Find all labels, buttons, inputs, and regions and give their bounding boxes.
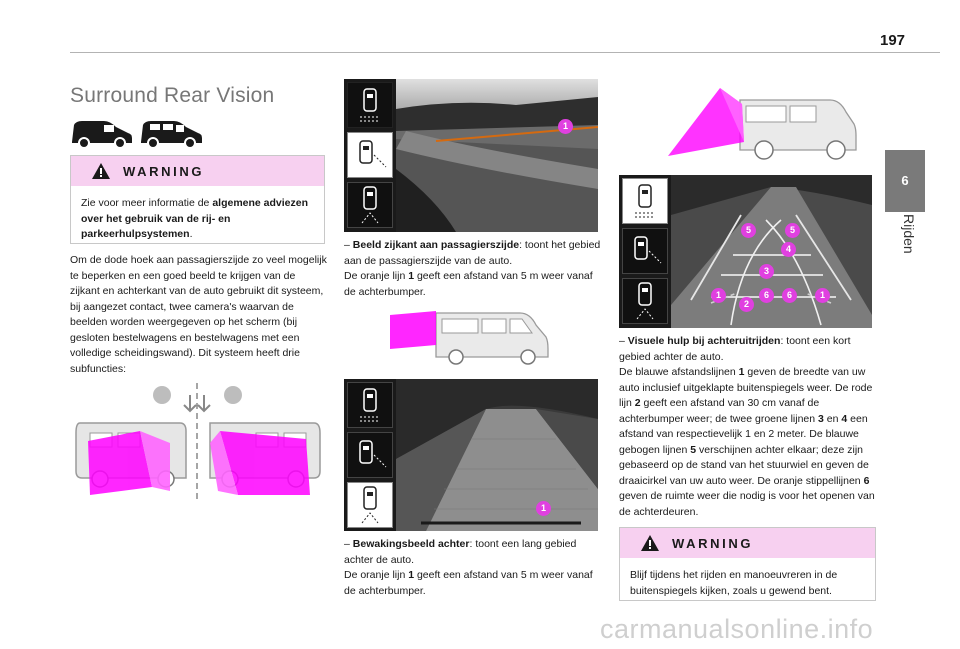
warning-header [620, 528, 875, 558]
page-number: 197 [880, 32, 906, 49]
marker-2: 2 [739, 297, 754, 312]
marker-6-right: 6 [782, 288, 797, 303]
marker-6-left: 6 [759, 288, 774, 303]
van-models-icon [70, 115, 204, 151]
view-mode-side-icon[interactable] [347, 432, 393, 478]
warning-text: Blijf tijdens het rijden en manoeuvreren in de buitenspiegels kijken, zoals u gewend bent. [630, 569, 838, 597]
rear-camera-van-illustration [660, 80, 860, 164]
warning-triangle-icon [91, 162, 111, 180]
side-camera-van-illustration [390, 305, 550, 365]
warning-triangle-icon [640, 534, 660, 552]
section-reverse-view: – Visuele hulp bij achteruitrijden: toont een kort gebied achter de auto. De blauwe afstandslijnen 1 geven de breedte van uw auto inclusief uitgeklapte buitenspiegels weer. De rode lijn 2 geeft een afstand van 30 cm vanaf de achterbumper weer; de twee groene lijnen 3 en 4 een afstand van respectievelijk 1 en 2 meter. De blauwe gebogen lijnen 5 verschijnen achter elkaar; deze zijn gebaseerd op de stand van het stuurwiel en geven de draaicirkel van uw auto weer. De oranje stippellijnen 6 geven de ruimte weer die nodig is voor het openen van de achterdeuren. [619, 335, 875, 518]
chapter-label: Rijden [901, 214, 917, 254]
view-mode-side-icon[interactable] [622, 228, 668, 274]
marker-5-left: 5 [741, 223, 756, 238]
camera-view-long-rear [344, 379, 598, 531]
warning-header [71, 156, 324, 186]
view-mode-rear-icon[interactable] [622, 178, 668, 224]
marker-4: 4 [781, 242, 796, 257]
warning-box [70, 155, 325, 244]
view-mode-long-icon[interactable] [347, 482, 393, 528]
marker-1-left: 1 [711, 288, 726, 303]
chapter-tab[interactable]: 6 [885, 150, 925, 212]
intro-paragraph: Om de dode hoek aan passagierszijde zo veel mogelijk te beperken en een goed beeld te krijgen van de zijkant en achterkant van de auto gebruikt dit systeem, bij aangezet contact, twee camera's waarvan de beelden worden weergegeven op het scherm (bij gesloten bestelwagens en bestelwagens met een volledige scheidingswand). Dit systeem heeft drie subfuncties: [70, 254, 327, 375]
warning-title: WARNING [672, 535, 754, 551]
warning-box [619, 527, 876, 601]
watermark: carmanualsonline.info [600, 614, 874, 644]
view-mode-long-icon[interactable] [347, 182, 393, 228]
camera-coverage-illustration [70, 383, 325, 503]
marker-1-right: 1 [815, 288, 830, 303]
warning-text: Zie voor meer informatie de algemene adviezen over het gebruik van de rij- en parkeerhulpsystemen. [81, 197, 309, 240]
page-title: Surround Rear Vision [70, 84, 275, 107]
section-long-rear-view: – Bewakingsbeeld achter: toont een lang gebied achter de auto. De oranje lijn 1 geeft een afstand van 5 m weer vanaf de achterbumper. [344, 538, 593, 597]
section-side-view: – Beeld zijkant aan passagierszijde: toont het gebied aan de passagierszijde van de auto. De oranje lijn 1 geeft een afstand van 5 m weer vanaf de achterbumper. [344, 239, 601, 298]
marker-1: 1 [558, 119, 573, 134]
marker-3: 3 [759, 264, 774, 279]
camera-view-side [344, 79, 598, 232]
warning-title: WARNING [123, 163, 205, 179]
view-mode-long-icon[interactable] [622, 278, 668, 324]
camera-view-reverse [619, 175, 872, 328]
view-mode-rear-icon[interactable] [347, 382, 393, 428]
view-mode-side-icon[interactable] [347, 132, 393, 178]
view-mode-rear-icon[interactable] [347, 82, 393, 128]
marker-1: 1 [536, 501, 551, 516]
marker-5-right: 5 [785, 223, 800, 238]
header-divider [70, 52, 940, 53]
